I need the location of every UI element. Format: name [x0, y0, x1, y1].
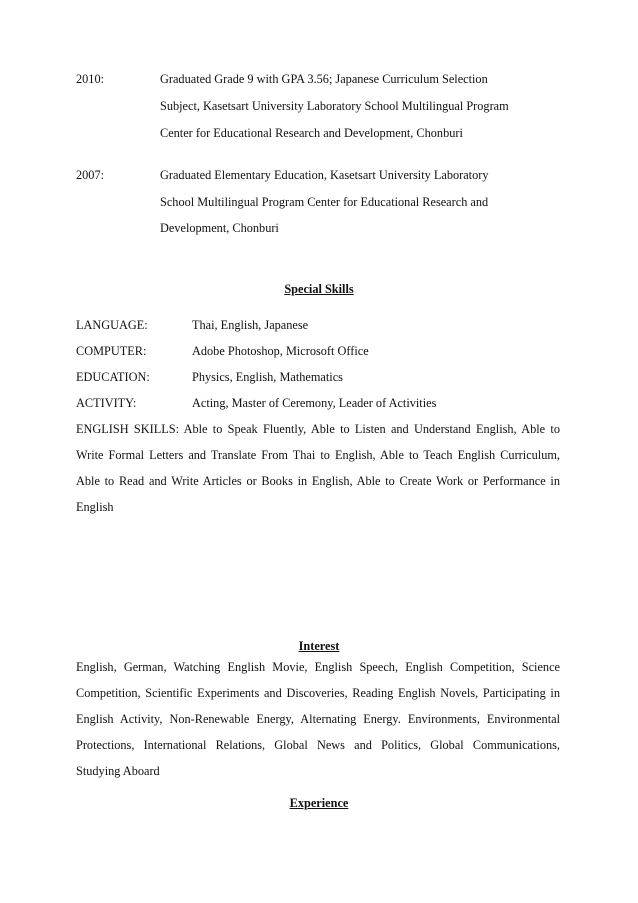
education-line: School Multilingual Program Center for Educational Research and [160, 195, 489, 209]
skill-value: Adobe Photoshop, Microsoft Office [192, 344, 369, 358]
education-line: Graduated Elementary Education, Kasetsart University Laboratory [160, 168, 489, 182]
education-year: 2007: [76, 168, 105, 182]
special-skills-heading: Special Skills [284, 282, 354, 296]
skill-label: ACTIVITY: [76, 396, 137, 410]
experience-heading: Experience [289, 796, 349, 810]
education-line: Subject, Kasetsart University Laboratory School Multilingual Program [160, 99, 509, 113]
skill-value: Thai, English, Japanese [192, 318, 309, 332]
skill-value: Acting, Master of Ceremony, Leader of Activities [192, 396, 437, 410]
education-year: 2010: [76, 72, 105, 86]
interest-line: Protections, International Relations, Global News and Politics, Global Communications, [76, 738, 560, 752]
english-skills-line: ENGLISH SKILLS: Able to Speak Fluently, Able to Listen and Understand English, Able to [76, 422, 560, 436]
english-skills-line: Able to Read and Write Articles or Books in English, Able to Create Work or Performance in [76, 474, 560, 488]
skill-label: EDUCATION: [76, 370, 150, 384]
interest-line: Competition, Scientific Experiments and Discoveries, Reading English Novels, Participating in [76, 686, 560, 700]
skill-value: Physics, English, Mathematics [192, 370, 343, 384]
skill-label: COMPUTER: [76, 344, 147, 358]
interest-line: English Activity, Non-Renewable Energy, Alternating Energy. Environments, Environmental [76, 712, 560, 726]
skill-label: LANGUAGE: [76, 318, 148, 332]
english-skills-line: English [76, 500, 114, 514]
english-skills-line: Write Formal Letters and Translate From Thai to English, Able to Teach English Curriculum, [76, 448, 560, 462]
education-line: Development, Chonburi [160, 221, 279, 235]
education-line: Graduated Grade 9 with GPA 3.56; Japanese Curriculum Selection [160, 72, 488, 86]
interest-line: English, German, Watching English Movie, English Speech, English Competition, Science [76, 660, 560, 674]
interest-heading: Interest [298, 639, 340, 653]
interest-line: Studying Aboard [76, 764, 160, 778]
education-line: Center for Educational Research and Development, Chonburi [160, 126, 463, 140]
